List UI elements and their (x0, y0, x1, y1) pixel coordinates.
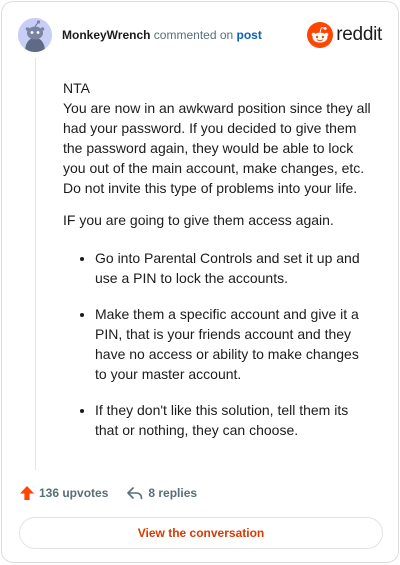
upvote-button[interactable] (19, 485, 108, 501)
comment-line: the password again, they would be able to lock (63, 140, 354, 156)
comment-line: NTA (63, 80, 90, 96)
comment-paragraph (63, 78, 373, 198)
reply-count: 8 replies (148, 486, 198, 500)
thread-line (35, 58, 36, 470)
comment-actions (19, 483, 197, 503)
action-text: commented on (150, 28, 237, 42)
comment-bullet-list (63, 248, 373, 440)
list-item: • Make them a specific account and give it a PIN, that is your friends account and they have no access or ability to make changes to your master account. (95, 304, 373, 384)
comment-line: you out of the main account, make changes, etc. (63, 160, 365, 176)
replies-button[interactable] (126, 485, 197, 501)
comment-line: You are now in an awkward position since they all (63, 100, 371, 116)
view-conversation-button[interactable]: View the conversation (19, 517, 383, 549)
reddit-logo[interactable] (307, 22, 382, 48)
comment-meta (62, 28, 262, 42)
list-item: • If they don't like this solution, tell them its that or nothing, they can choose. (95, 400, 373, 440)
username[interactable]: MonkeyWrench (62, 28, 151, 42)
user-avatar[interactable] (18, 18, 52, 52)
snoo-avatar-icon (18, 18, 52, 52)
comment-header (18, 18, 382, 52)
upvote-count: 136 upvotes (39, 486, 109, 500)
comment-body (63, 78, 373, 456)
comment-paragraph: IF you are going to give them access again. (63, 212, 334, 228)
comment-line: Do not invite this type of problems into your life. (63, 180, 358, 196)
reddit-wordmark: reddit (336, 24, 382, 45)
comment-line: had your password. If you decided to give them (63, 120, 357, 136)
post-link[interactable]: post (236, 28, 262, 42)
upvote-arrow-icon (19, 485, 35, 501)
comment-card (1, 1, 399, 563)
reply-arrow-icon (126, 485, 144, 501)
reddit-snoo-icon (307, 22, 333, 48)
list-item: • Go into Parental Controls and set it up and use a PIN to lock the accounts. (95, 248, 373, 288)
